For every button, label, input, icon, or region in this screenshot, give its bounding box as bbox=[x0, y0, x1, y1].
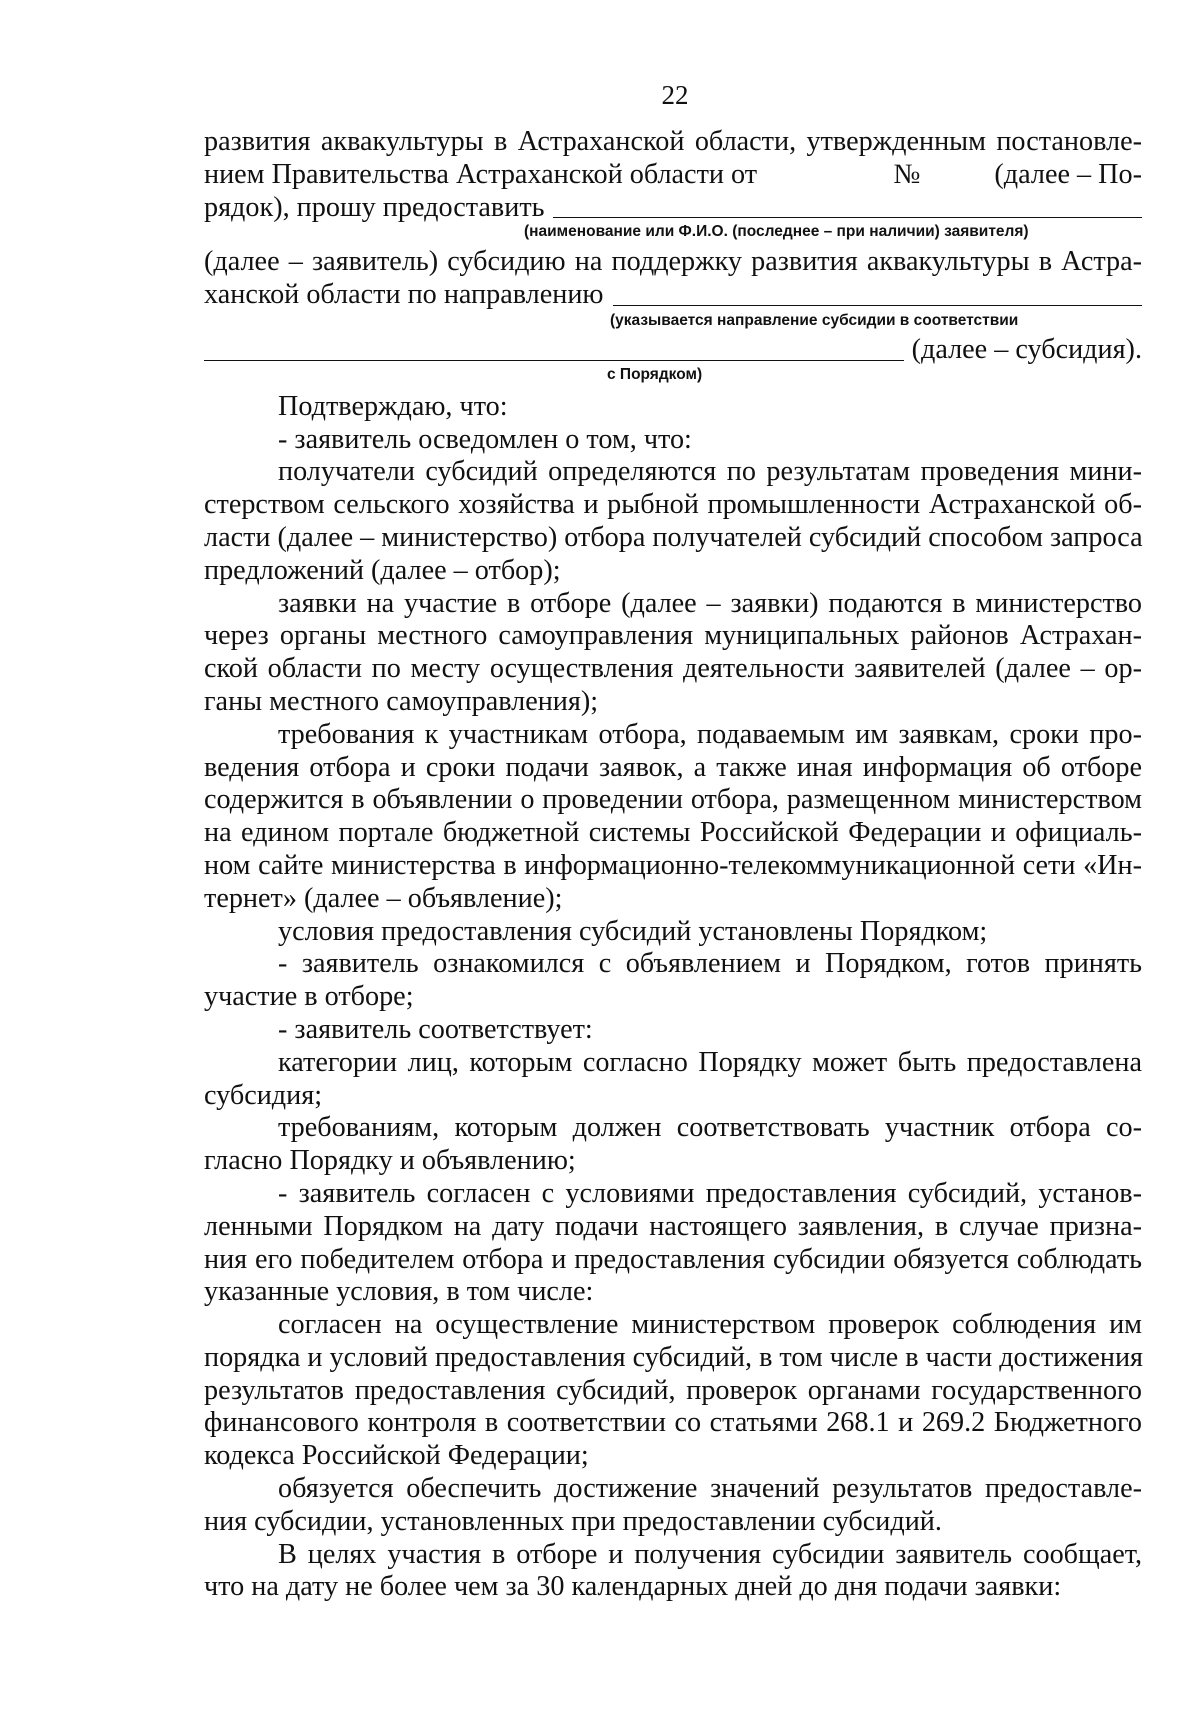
paragraph-line: - заявитель соответствует: bbox=[278, 1013, 593, 1045]
paragraph-declaration bbox=[204, 1539, 1142, 1605]
paragraph-categories bbox=[204, 1047, 1142, 1113]
header-line-5-text: ханской области по направлению bbox=[204, 279, 604, 311]
caption-applicant: (наименование или Ф.И.О. (последнее – при наличии) заявителя) bbox=[524, 223, 1029, 241]
header-line-5 bbox=[204, 279, 1142, 312]
paragraph-participant-requirements bbox=[204, 1112, 1142, 1178]
number-sign: № bbox=[893, 158, 921, 190]
paragraph-line: через органы местного самоуправления муниципальных районов Астрахан- bbox=[204, 620, 1142, 652]
paragraph-recipients bbox=[204, 456, 1142, 587]
paragraph-line: кодекса Российской Федерации; bbox=[204, 1440, 589, 1472]
page-number: 22 bbox=[661, 80, 689, 110]
paragraph-line: порядка и условий предоставления субсидий, в том числе в части достижения bbox=[204, 1341, 1144, 1373]
paragraph-line: получатели субсидий определяются по результатам проведения мини- bbox=[278, 456, 1142, 488]
header-line-2-end: (далее – По- bbox=[994, 158, 1142, 190]
paragraph-results bbox=[204, 1473, 1142, 1539]
paragraph-line: тернет» (далее – объявление); bbox=[204, 882, 563, 914]
paragraph-line: финансового контроля в соответствии со статьями 268.1 и 269.2 Бюджетного bbox=[204, 1407, 1142, 1439]
paragraph-line: ведения отбора и сроки подачи заявок, а также иная информация об отборе bbox=[204, 751, 1142, 783]
header-line-4: (далее – заявитель) субсидию на поддержку развития аквакультуры в Астра- bbox=[204, 246, 1142, 278]
paragraph-complies bbox=[204, 1014, 1142, 1047]
paragraph-line: ганы местного самоуправления); bbox=[204, 685, 599, 717]
caption-direction-2: с Порядком) bbox=[607, 365, 703, 383]
paragraph-line: на едином портале бюджетной системы Российской Федерации и официаль- bbox=[204, 817, 1142, 849]
paragraph-conditions bbox=[204, 916, 1142, 949]
paragraph-line: участие в отборе; bbox=[204, 981, 414, 1013]
direction-field-2[interactable] bbox=[204, 360, 904, 361]
paragraph-line: результатов предоставления субсидий, проверок органами государственного bbox=[204, 1374, 1142, 1406]
applicant-name-field[interactable] bbox=[553, 217, 1143, 218]
informed-line: - заявитель осведомлен о том, что: bbox=[278, 423, 692, 455]
header-line-6 bbox=[204, 334, 1142, 367]
caption-direction-1: (указывается направление субсидии в соответствии bbox=[610, 311, 1019, 329]
paragraph-acquainted bbox=[204, 948, 1142, 1014]
paragraph-line: гласно Порядку и объявлению; bbox=[204, 1145, 576, 1177]
paragraph-line: категории лиц, которым согласно Порядку может быть предоставлена bbox=[278, 1046, 1142, 1078]
paragraph-line: ласти (далее – министерство) отбора получателей субсидий способом запроса bbox=[204, 521, 1143, 553]
header-line-1: развития аквакультуры в Астраханской области, утвержденным постановле- bbox=[204, 126, 1142, 157]
paragraph-line: предложений (далее – отбор); bbox=[204, 554, 561, 586]
paragraph-line: субсидия; bbox=[204, 1079, 323, 1111]
paragraph-line: согласен на осуществление министерством проверок соблюдения им bbox=[278, 1309, 1142, 1341]
paragraph-line: требования к участникам отбора, подаваемым им заявкам, сроки про- bbox=[278, 718, 1142, 750]
paragraph-line: - заявитель согласен с условиями предоставления субсидий, установ- bbox=[278, 1177, 1142, 1209]
paragraph-line: стерством сельского хозяйства и рыбной промышленности Астраханской об- bbox=[204, 489, 1142, 521]
paragraph-line: - заявитель ознакомился с объявлением и Порядком, готов принять bbox=[278, 948, 1142, 980]
paragraph-line: В целях участия в отборе и получения субсидии заявитель сообщает, bbox=[278, 1538, 1142, 1570]
paragraph-applications bbox=[204, 588, 1142, 719]
paragraph-line: ния субсидии, установленных при предоставлении субсидий. bbox=[204, 1505, 942, 1537]
header-line-3 bbox=[204, 192, 1142, 225]
paragraph-line: требованиям, которым должен соответствовать участник отбора со- bbox=[278, 1112, 1142, 1144]
paragraph-line: обязуется обеспечить достижение значений результатов предоставле- bbox=[278, 1473, 1142, 1505]
paragraph-line: условия предоставления субсидий установлены Порядком; bbox=[278, 915, 988, 947]
header-line-3-text: рядок), прошу предоставить bbox=[204, 191, 545, 223]
header-line-2 bbox=[204, 159, 1142, 192]
paragraph-line: ном сайте министерства в информационно-телекоммуникационной сети «Ин- bbox=[204, 849, 1142, 881]
header-line-6-end: (далее – субсидия). bbox=[911, 333, 1142, 365]
paragraph-line: что на дату не более чем за 30 календарных дней до дня подачи заявки: bbox=[204, 1571, 1062, 1603]
paragraph-line: ленными Порядком на дату подачи настоящего заявления, в случае призна- bbox=[204, 1210, 1142, 1242]
paragraph-line: содержится в объявлении о проведении отбора, размещенном министерством bbox=[204, 784, 1142, 816]
document-body bbox=[204, 126, 1142, 1604]
paragraph-line: ской области по месту осуществления деятельности заявителей (далее – ор- bbox=[204, 653, 1142, 685]
paragraph-inspections bbox=[204, 1309, 1142, 1473]
paragraph-line: ния его победителем отбора и предоставления субсидии обязуется соблюдать bbox=[204, 1243, 1142, 1275]
paragraph-requirements bbox=[204, 719, 1142, 916]
confirm-line: Подтверждаю, что: bbox=[278, 390, 508, 422]
paragraph-agrees bbox=[204, 1178, 1142, 1309]
header-line-2-text: нием Правительства Астраханской области от bbox=[204, 158, 758, 190]
paragraph-line: указанные условия, в том числе: bbox=[204, 1276, 594, 1308]
paragraph-line: заявки на участие в отборе (далее – заявки) подаются в министерство bbox=[278, 587, 1142, 619]
direction-field-1[interactable] bbox=[613, 305, 1142, 306]
